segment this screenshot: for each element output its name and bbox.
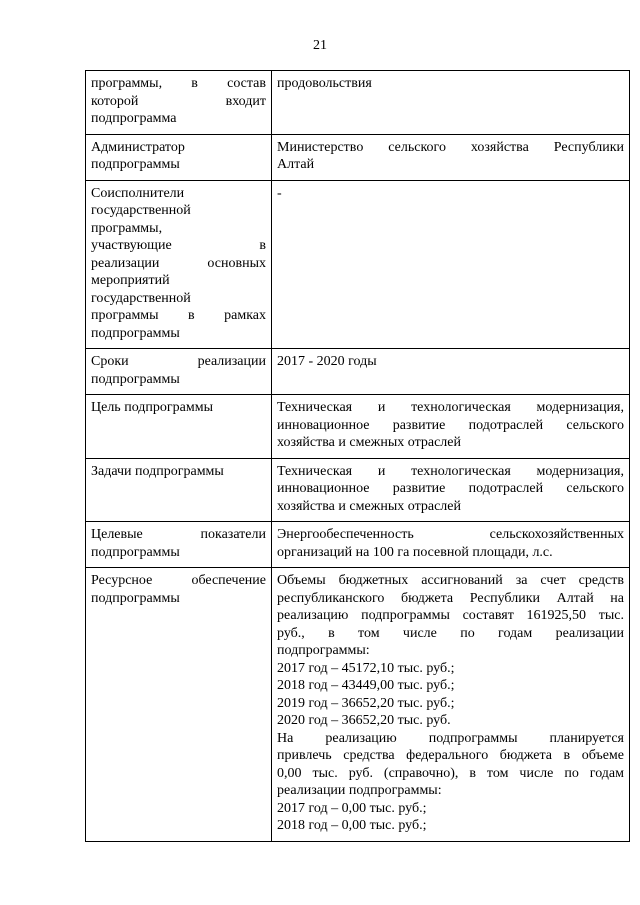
label-line: государственной: [91, 290, 191, 306]
row-value-goal: [272, 395, 630, 459]
label-line: подпрограммы: [91, 544, 180, 560]
value-line: 2019 год – 36652,20 тыс. руб.;: [277, 695, 455, 711]
label-line: подпрограммы: [91, 590, 180, 606]
row-value-indicators: [272, 522, 630, 568]
label-line: подпрограммы: [91, 157, 180, 172]
row-label-tasks: [86, 458, 272, 522]
label-line: Ресурсное обеспечение: [91, 573, 266, 588]
value-line: На реализацию подпрограммы планируется: [277, 730, 624, 746]
row-value-co-executors: [272, 180, 630, 349]
row-value-timeframe: [272, 349, 630, 395]
label-line: которой входит: [91, 93, 266, 109]
label-line: подпрограммы: [91, 371, 180, 387]
row-value-tasks: [272, 458, 630, 522]
label-line: Цель подпрограммы: [91, 400, 213, 415]
table-row: [86, 395, 630, 459]
value-line: Алтай: [277, 157, 315, 172]
table-row: [86, 568, 630, 842]
row-label-indicators: [86, 522, 272, 568]
row-label-resources: [86, 568, 272, 842]
table-row: [86, 71, 630, 135]
value-line: 2017 год – 45172,10 тыс. руб.;: [277, 660, 455, 676]
value-line: реализации подпрограммы:: [277, 783, 442, 798]
label-line: программы в рамках: [91, 308, 266, 323]
value-line: реализацию подпрограммы составят 161925,50 тыс.: [277, 608, 624, 623]
row-label-program-part: [86, 71, 272, 135]
label-line: участвующие в: [91, 238, 266, 253]
row-label-goal: [86, 395, 272, 459]
table-row: [86, 180, 630, 349]
label-line: реализации основных: [91, 255, 266, 271]
value-line: республиканского бюджета Республики Алтай на: [277, 590, 624, 606]
row-value-resources: [272, 568, 630, 842]
label-line: государственной: [91, 203, 191, 218]
label-line: программы,: [91, 220, 163, 236]
value-line: -: [277, 185, 282, 201]
value-line: 2017 год – 0,00 тыс. руб.;: [277, 800, 427, 816]
value-line: руб., в том числе по годам реализации: [277, 625, 624, 641]
value-line: продовольствия: [277, 76, 372, 91]
table-row: [86, 349, 630, 395]
label-line: Сроки реализации: [91, 354, 266, 369]
value-line: хозяйства и смежных отраслей: [277, 435, 461, 450]
label-line: Администратор: [91, 139, 185, 155]
value-line: хозяйства и смежных отраслей: [277, 498, 461, 514]
value-line: инновационное развитие подотраслей сельского: [277, 481, 624, 496]
value-line: Министерство сельского хозяйства Республики: [277, 139, 624, 155]
value-line: 2020 год – 36652,20 тыс. руб.: [277, 713, 451, 728]
value-line: 2017 - 2020 годы: [277, 354, 377, 369]
value-line: Техническая и технологическая модернизация,: [277, 400, 624, 415]
table-row: [86, 522, 630, 568]
label-line: подпрограммы: [91, 325, 180, 341]
table-row: [86, 134, 630, 180]
page-number: 21: [313, 38, 327, 53]
label-line: Соисполнители: [91, 185, 185, 201]
label-line: программы, в состав: [91, 76, 266, 91]
value-line: 2018 год – 43449,00 тыс. руб.;: [277, 678, 455, 693]
subprogram-passport-table: [85, 70, 630, 842]
row-label-timeframe: [86, 349, 272, 395]
value-line: 2018 год – 0,00 тыс. руб.;: [277, 818, 427, 833]
value-line: 0,00 тыс. руб. (справочно), в том числе по годам: [277, 765, 624, 781]
value-line: организаций на 100 га посевной площади, л.с.: [277, 544, 553, 560]
row-label-administrator: [86, 134, 272, 180]
row-value-administrator: [272, 134, 630, 180]
value-line: Техническая и технологическая модернизация,: [277, 463, 624, 479]
table-row: [86, 458, 630, 522]
value-line: Объемы бюджетных ассигнований за счет средств: [277, 573, 624, 588]
label-line: подпрограмма: [91, 111, 177, 126]
value-line: подпрограммы:: [277, 643, 370, 658]
label-line: Задачи подпрограммы: [91, 463, 224, 479]
row-label-co-executors: [86, 180, 272, 349]
label-line: мероприятий: [91, 273, 170, 288]
value-line: привлечь средства федерального бюджета в объеме: [277, 748, 624, 763]
label-line: Целевые показатели: [91, 527, 266, 542]
value-line: Энергообеспеченность сельскохозяйственных: [277, 527, 624, 542]
value-line: инновационное развитие подотраслей сельского: [277, 417, 624, 433]
row-value-program-part: [272, 71, 630, 135]
